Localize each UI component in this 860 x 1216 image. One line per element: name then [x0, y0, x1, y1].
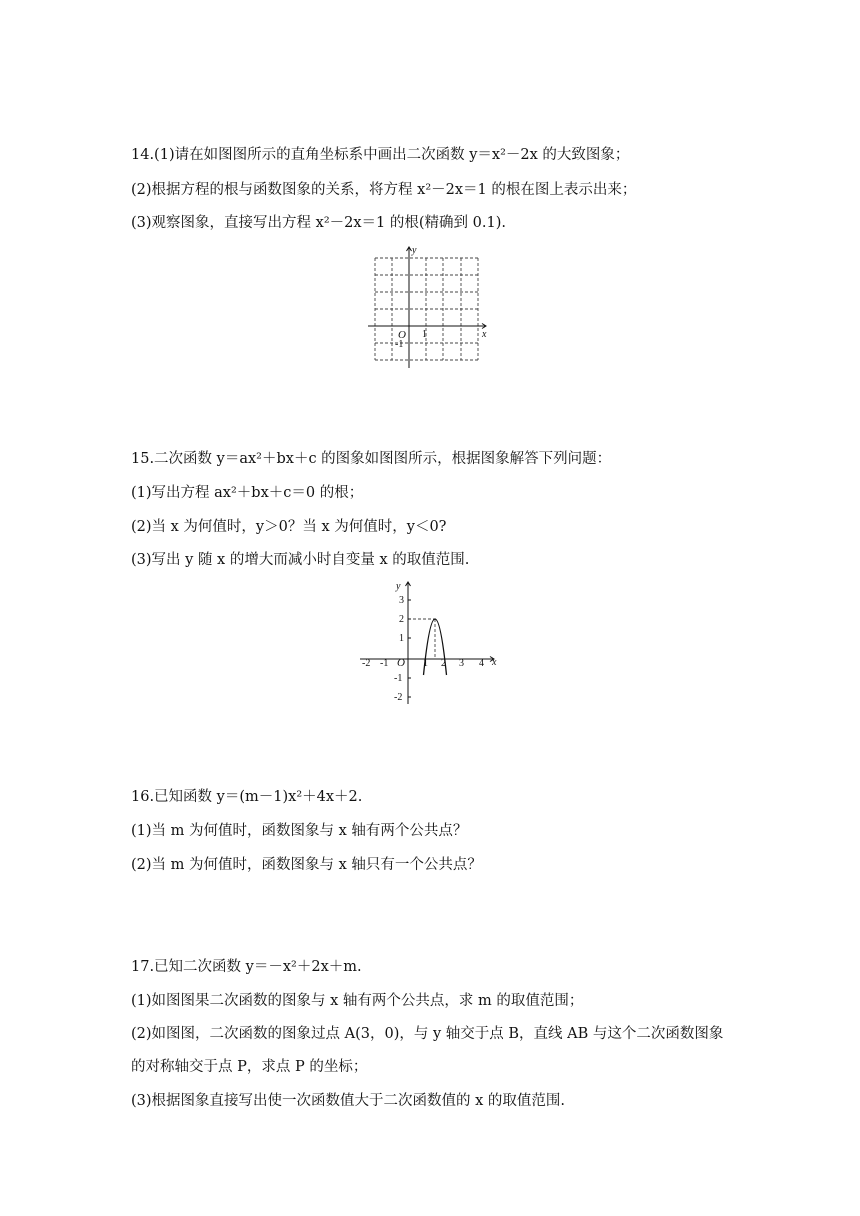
- p15-x-tick-neg1: -1: [380, 658, 389, 669]
- p17-line-5: (3)根据图象直接写出使一次函数值大于二次函数值的 x 的取值范围.: [131, 1093, 566, 1109]
- p14-x-label: x: [482, 329, 487, 340]
- p17-line-2: (1)如图图果二次函数的图象与 x 轴有两个公共点，求 m 的取值范围；: [131, 993, 584, 1009]
- p15-y-tick-1: 1: [399, 633, 404, 644]
- p15-x-tick-2: 2: [441, 658, 446, 669]
- p14-grid-figure: [366, 244, 496, 370]
- p14-line-1: 14.(1)请在如图图所示的直角坐标系中画出二次函数 y＝x²－2x 的大致图象；: [131, 147, 630, 163]
- p15-origin-label: O: [397, 657, 405, 669]
- p15-line-4: (3)写出 y 随 x 的增大而减小时自变量 x 的取值范围.: [131, 552, 470, 568]
- p16-line-1: 16.已知函数 y＝(m－1)x²＋4x＋2.: [131, 789, 363, 805]
- p15-line-3: (2)当 x 为何值时，y＞0？当 x 为何值时，y＜0?: [131, 519, 447, 535]
- p17-line-4: 的对称轴交于点 P，求点 P 的坐标；: [131, 1059, 368, 1075]
- p15-parabola-figure: [358, 578, 506, 708]
- p15-y-tick-neg2: -2: [394, 692, 403, 703]
- p15-x-tick-1: 1: [423, 658, 428, 669]
- p14-y-label: y: [412, 245, 417, 256]
- p15-x-label: x: [492, 657, 497, 668]
- p14-neg-one-label: -1: [395, 339, 404, 350]
- p14-line-2: (2)根据方程的根与函数图象的关系，将方程 x²－2x＝1 的根在图上表示出来；: [131, 182, 637, 198]
- p14-origin-label: O: [398, 329, 406, 341]
- p15-x-tick-neg2: -2: [362, 658, 371, 669]
- p14-one-label: 1: [422, 329, 427, 340]
- p15-line-1: 15.二次函数 y＝ax²＋bx＋c 的图象如图图所示，根据图象解答下列问题：: [131, 451, 612, 467]
- p15-line-2: (1)写出方程 ax²＋bx＋c＝0 的根；: [131, 485, 364, 501]
- p17-line-1: 17.已知二次函数 y＝－x²＋2x＋m.: [131, 959, 362, 975]
- p15-y-tick-3: 3: [399, 595, 404, 606]
- p17-line-3: (2)如图图，二次函数的图象过点 A(3，0)，与 y 轴交于点 B，直线 AB 与这个二次函数图象: [131, 1026, 724, 1042]
- p14-line-3: (3)观察图象，直接写出方程 x²－2x＝1 的根(精确到 0.1).: [131, 215, 506, 231]
- p15-y-tick-2: 2: [399, 614, 404, 625]
- p15-x-tick-3: 3: [459, 658, 464, 669]
- p16-line-2: (1)当 m 为何值时，函数图象与 x 轴有两个公共点？: [131, 823, 468, 839]
- p15-y-label: y: [396, 581, 401, 592]
- p16-line-3: (2)当 m 为何值时，函数图象与 x 轴只有一个公共点？: [131, 857, 482, 873]
- p15-y-tick-neg1: -1: [394, 673, 403, 684]
- p15-x-tick-4: 4: [479, 658, 484, 669]
